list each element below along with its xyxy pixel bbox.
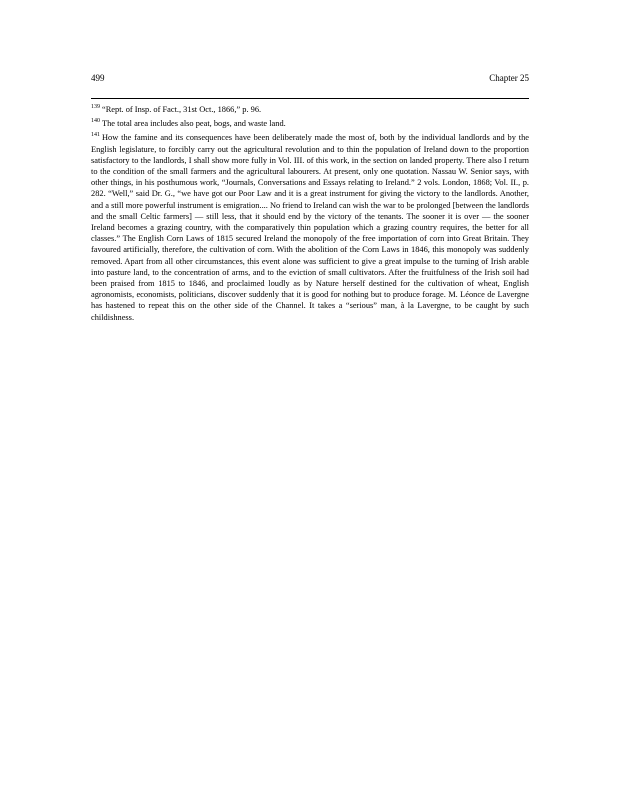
footnote-text: The total area includes also peat, bogs, and waste land. [102, 119, 286, 129]
footnote-text: How the famine and its consequences have been deliberately made the most of, both by the individual landlords and by the English legislature, to forcibly carry out the agricultural revolution and to thin the population of Ireland down to the proportion satisfactory to the landlords, I shall show more fully in Vol. III. of this work, in the section on landed property. There also I return to the condition of the small farmers and the agricultural labourers. At present, only one quotation. Nassau W. Senior says, with other things, in his posthumous work, “Journals, Conversations and Essays relating to Ireland.” 2 vols. London, 1868; Vol. II., p. 282. “Well,” said Dr. G., “we have got our Poor Law and it is a great instrument for giving the victory to the landlords. Another, and a still more powerful instrument is emigration.... No friend to Ireland can wish the war to be prolonged [between the landlords and the small Celtic farmers] — still less, that it should end by the victory of the tenants. The sooner it is over — the sooner Ireland becomes a grazing country, with the comparatively thin population which a grazing country requires, the better for all classes.” The English Corn Laws of 1815 secured Ireland the monopoly of the free importation of corn into Great Britain. They favoured artificially, therefore, the cultivation of corn. With the abolition of the Corn Laws in 1846, this monopoly was suddenly removed. Apart from all other circumstances, this event alone was sufficient to give a great impulse to the turning of Irish arable into pasture land, to the concentration of arms, and to the eviction of small cultivators. After the fruitfulness of the Irish soil had been praised from 1815 to 1846, and proclaimed loudly as by Nature herself destined for the cultivation of wheat, English agronomists, economists, politicians, discover suddenly that it is good for nothing but to produce forage. M. Léonce de Lavergne has hastened to repeat this on the other side of the Channel. It takes a “serious” man, à la Lavergne, to be caught by such childishness. [91, 133, 529, 322]
chapter-label: Chapter 25 [489, 73, 529, 83]
header-divider [91, 98, 529, 99]
footnote-139 [91, 104, 529, 115]
page-number: 499 [91, 73, 105, 83]
footnote-141 [91, 132, 529, 322]
footnotes-section [91, 104, 529, 326]
footnote-number: 140 [91, 118, 100, 125]
footnote-number: 141 [91, 132, 100, 139]
footnote-140 [91, 118, 529, 129]
footnote-number: 139 [91, 104, 100, 110]
footnote-text: “Rept. of Insp. of Fact., 31st Oct., 1866,” p. 96. [102, 105, 262, 114]
